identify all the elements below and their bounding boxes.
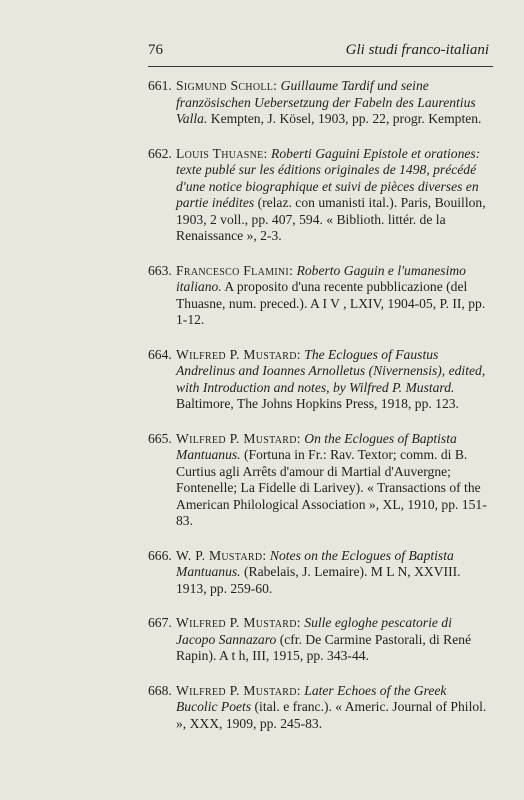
entry-author: Louis Thuasne:: [176, 145, 268, 161]
entry-number: 661.: [148, 78, 172, 93]
bibliography-entry: [148, 548, 490, 598]
entry-details: A proposito d'una recente pubblicazione (del Thuasne, num. preced.). A I V , LXIV, 1904-05, P. II, pp. 1-12.: [176, 279, 486, 327]
entry-author: Wilfred P. Mustard:: [176, 346, 301, 362]
entry-author: Wilfred P. Mustard:: [176, 430, 301, 446]
bibliography-entry: [148, 683, 490, 733]
entry-details: Kempten, J. Kösel, 1903, pp. 22, progr. Kempten.: [210, 111, 482, 126]
bibliography-entry: [148, 615, 490, 665]
entry-author: Wilfred P. Mustard:: [176, 615, 301, 630]
bibliography-entry: [148, 78, 490, 128]
entry-title: Later Echoes of the Greek Bucolic Poets: [176, 682, 447, 714]
entry-details: (ital. e franc.). « Americ. Journal of Philol. », XXX, 1909, pp. 245-83.: [176, 699, 487, 731]
entry-title: Roberto Gaguin e l'umanesimo italiano.: [176, 262, 466, 294]
entry-author: Francesco Flamini:: [176, 262, 294, 278]
entry-number: 662.: [148, 145, 172, 161]
entry-title: On the Eclogues of Baptista Mantuanus.: [176, 430, 457, 462]
entry-number: 663.: [148, 262, 172, 278]
entry-details: (cfr. De Carmine Pastorali, di René Rapin). A t h, III, 1915, pp. 343-44.: [176, 631, 472, 663]
entry-title: Notes on the Eclogues of Baptista Mantuanus.: [176, 547, 454, 579]
entry-number: 664.: [148, 346, 172, 362]
entry-author: W. P. Mustard:: [176, 547, 267, 563]
entry-details: (Rabelais, J. Lemaire). M L N, XXVIII. 1913, pp. 259-60.: [176, 564, 461, 596]
entry-title: Guillaume Tardif und seine französischen Uebersetzung der Fabeln des Laurentius Valla.: [176, 78, 476, 126]
entry-number: 668.: [148, 682, 172, 698]
header-rule: [148, 66, 493, 67]
page-number: 76: [148, 42, 163, 58]
bibliography-entry: [148, 146, 490, 245]
entry-number: 667.: [148, 615, 172, 630]
entry-title: Sulle egloghe pescatorie di Jacopo Sannazaro: [176, 615, 452, 647]
page-header: [148, 42, 493, 66]
entry-title: The Eclogues of Faustus Andrelinus and Ioannes Arnolletus (Nivernensis), edited, with Introduction and notes, by Wilfred P. Mustard.: [176, 346, 486, 395]
bibliography-entry: [148, 347, 490, 413]
entry-author: Sigmund Scholl:: [176, 78, 278, 93]
entry-number: 665.: [148, 430, 172, 446]
bibliography-list: [148, 78, 490, 750]
entry-author: Wilfred P. Mustard:: [176, 682, 301, 698]
entry-title: Roberti Gaguini Epistole et orationes: texte publé sur les éditions originales de 1498, précédé d'une notice biographique et suivi de pièces diverses en partie inédites: [176, 145, 481, 210]
entry-details: (relaz. con umanisti ital.). Paris, Bouillon, 1903, 2 voll., pp. 407, 594. « Biblioth. littér. de la Renaissance », 2-3.: [176, 195, 486, 243]
entry-details: (Fortuna in Fr.: Rav. Textor; comm. di B. Curtius agli Arrêts d'amour di Martial d'Auvergne; Fontenelle; La Fidelle di Larivey). « Transactions of the American Philological Association », XL, 1910, pp. 151-83.: [176, 447, 487, 528]
bibliography-entry: [148, 431, 490, 530]
entry-number: 666.: [148, 547, 172, 563]
bibliography-entry: [148, 263, 490, 329]
entry-details: Baltimore, The Johns Hopkins Press, 1918, pp. 123.: [176, 396, 459, 411]
running-title: Gli studi franco-italiani: [345, 42, 489, 58]
